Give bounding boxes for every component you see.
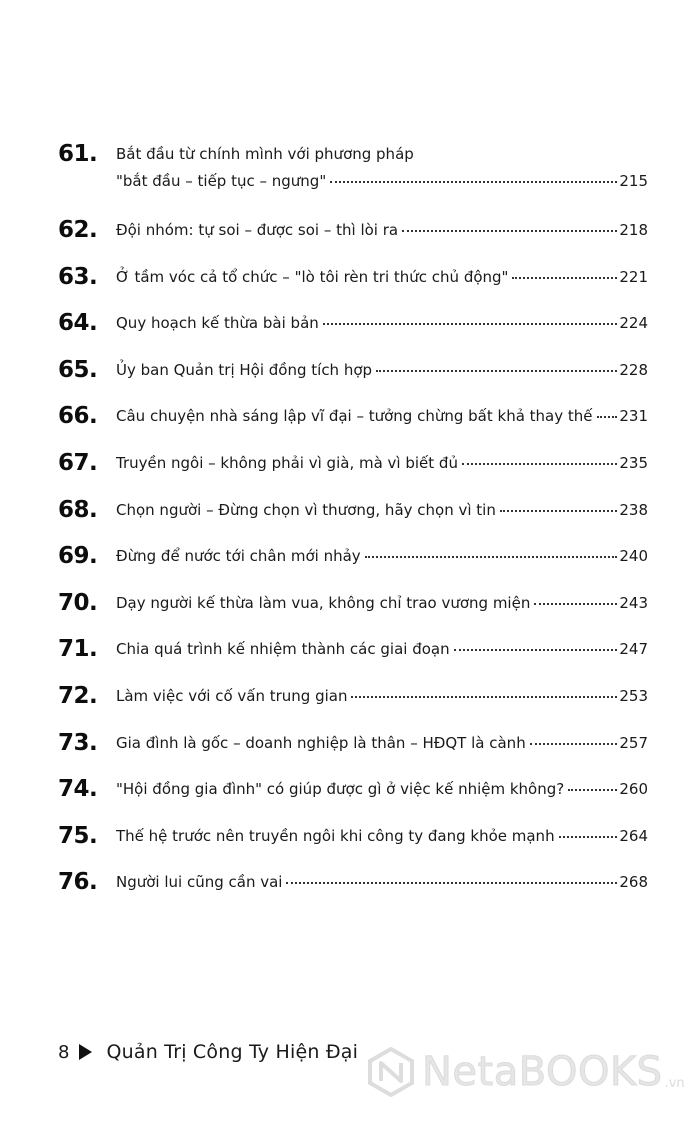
netabooks-logo-icon	[366, 1047, 416, 1097]
toc-entry[interactable]	[58, 495, 648, 542]
toc-entry-title-line2: "bắt đầu – tiếp tục – ngưng"	[116, 172, 327, 190]
watermark-suffix: .vn	[664, 1076, 685, 1091]
toc-entry-page: 240	[619, 547, 648, 566]
toc-entry-number: 65.	[58, 356, 98, 383]
toc-entry-page: 268	[619, 873, 648, 892]
toc-entry-page: 247	[619, 640, 648, 659]
toc-entry[interactable]	[58, 401, 648, 448]
toc-entry-title: Đừng để nước tới chân mới nhảy	[116, 547, 361, 566]
page-footer	[58, 1041, 358, 1063]
dot-leader	[330, 179, 617, 183]
dot-leader	[559, 834, 618, 838]
toc-entry[interactable]	[58, 728, 648, 775]
dot-leader	[534, 601, 617, 605]
toc-entry-number: 62.	[58, 217, 98, 243]
toc-entry-number: 61.	[58, 141, 98, 167]
dot-leader	[402, 228, 617, 232]
toc-entry-page: 257	[619, 733, 648, 752]
watermark	[366, 1047, 685, 1097]
toc-entry-page: 215	[619, 172, 648, 190]
dot-leader	[286, 880, 617, 884]
toc-entry-page: 253	[619, 686, 648, 705]
toc-entry-number: 64.	[58, 310, 98, 337]
dot-leader	[500, 508, 618, 512]
toc-entry-title: Truyền ngôi – không phải vì già, mà vì biết đủ	[116, 453, 458, 472]
toc-entry-page: 221	[619, 267, 648, 286]
toc-entry[interactable]	[58, 355, 648, 402]
toc-entry-title: Ở tầm vóc cả tổ chức – "lò tôi rèn tri thức chủ động"	[116, 267, 509, 286]
watermark-text: NetaBOOKS	[422, 1049, 663, 1095]
toc-entry-page: 238	[619, 500, 648, 519]
toc-entry-title: Thế hệ trước nên truyền ngôi khi công ty đang khỏe mạnh	[116, 826, 555, 845]
dot-leader	[530, 741, 618, 745]
dot-leader	[454, 647, 618, 651]
dot-leader	[462, 461, 617, 465]
toc-entry[interactable]	[58, 588, 648, 635]
footer-page-number: 8	[58, 1041, 70, 1063]
toc-entry-title: Chia quá trình kế nhiệm thành các giai đoạn	[116, 640, 450, 659]
toc-entry-title: Câu chuyện nhà sáng lập vĩ đại – tưởng chừng bất khả thay thế	[116, 407, 593, 426]
toc-entry-page: 243	[619, 593, 648, 612]
toc-entry-page: 235	[619, 453, 648, 472]
toc-entry-title: Dạy người kế thừa làm vua, không chỉ trao vương miện	[116, 593, 531, 612]
toc-entry[interactable]	[58, 681, 648, 728]
toc-entry-title: Quy hoạch kế thừa bài bản	[116, 314, 319, 333]
toc-entry-page: 231	[619, 407, 648, 426]
toc-entry[interactable]	[58, 774, 648, 821]
toc-entry-title: Chọn người – Đừng chọn vì thương, hãy chọn vì tin	[116, 500, 496, 519]
toc-entry-number: 63.	[58, 263, 98, 290]
toc-entry[interactable]	[58, 867, 648, 914]
toc-entry-title: Người lui cũng cần vai	[116, 873, 283, 892]
dot-leader	[568, 787, 617, 791]
toc-entry-page: 228	[619, 360, 648, 379]
dot-leader	[351, 694, 617, 698]
toc-entry[interactable]	[58, 634, 648, 681]
toc-entry-number: 69.	[58, 543, 98, 570]
toc-entry-title: Làm việc với cố vấn trung gian	[116, 686, 348, 705]
toc-entry[interactable]	[58, 215, 648, 262]
toc-entry[interactable]	[58, 262, 648, 309]
toc-entry-page: 260	[619, 780, 648, 799]
toc-entry[interactable]	[58, 139, 648, 215]
toc-entry[interactable]	[58, 821, 648, 868]
toc-entry-title: Gia đình là gốc – doanh nghiệp là thân – HĐQT là cành	[116, 733, 526, 752]
toc-entry-number: 67.	[58, 449, 98, 476]
footer-book-title: Quản Trị Công Ty Hiện Đại	[106, 1041, 359, 1063]
dot-leader	[376, 368, 617, 372]
toc-entry-number: 72.	[58, 682, 98, 709]
toc-entry-number: 68.	[58, 496, 98, 523]
toc-entry-number: 74.	[58, 776, 98, 803]
toc-entry-title: Ủy ban Quản trị Hội đồng tích hợp	[116, 360, 373, 379]
toc-entry-number: 75.	[58, 822, 98, 849]
toc-entry[interactable]	[58, 448, 648, 495]
toc-entry-number: 70.	[58, 589, 98, 616]
table-of-contents	[58, 139, 648, 914]
dot-leader	[323, 321, 618, 325]
dot-leader	[597, 414, 618, 418]
dot-leader	[365, 554, 618, 558]
toc-entry-number: 76.	[58, 869, 98, 896]
toc-entry-page: 224	[619, 314, 648, 333]
toc-entry-title-line1: Bắt đầu từ chính mình với phương pháp	[116, 145, 414, 163]
toc-entry[interactable]	[58, 541, 648, 588]
toc-entry-page: 264	[619, 826, 648, 845]
toc-entry-number: 73.	[58, 729, 98, 756]
toc-entry-page: 218	[619, 221, 648, 239]
toc-entry[interactable]	[58, 308, 648, 355]
toc-entry-number: 66.	[58, 403, 98, 430]
triangle-right-icon	[79, 1044, 92, 1060]
toc-entry-number: 71.	[58, 636, 98, 663]
dot-leader	[512, 275, 617, 279]
toc-entry-title: Đội nhóm: tự soi – được soi – thì lòi ra	[116, 221, 399, 239]
toc-entry-title: "Hội đồng gia đình" có giúp được gì ở việc kế nhiệm không?	[116, 780, 565, 799]
